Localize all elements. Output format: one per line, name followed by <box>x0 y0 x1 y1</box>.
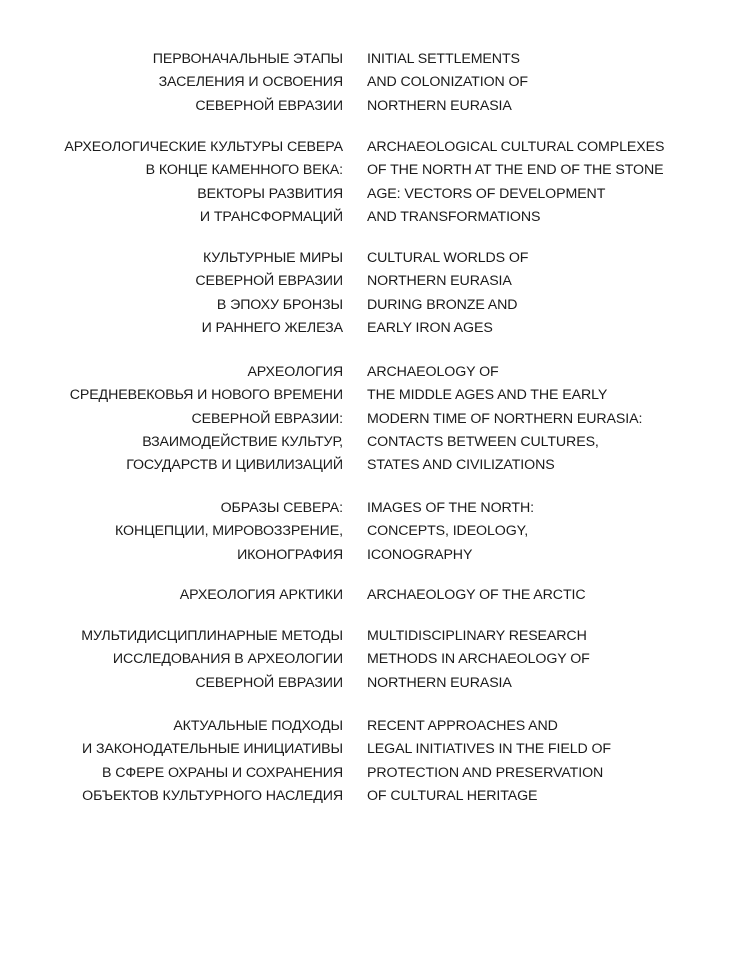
ru-line: ЗАСЕЛЕНИЯ И ОСВОЕНИЯ <box>158 74 343 91</box>
ru-line: СЕВЕРНОЙ ЕВРАЗИИ: <box>191 410 343 427</box>
en-line: LEGAL INITIATIVES IN THE FIELD OF <box>367 741 611 758</box>
en-line: CONTACTS BETWEEN CULTURES, <box>367 433 599 450</box>
ru-line: В КОНЦЕ КАМЕННОГО ВЕКА: <box>145 162 343 179</box>
section-6-title-ru <box>180 584 343 607</box>
en-line: ICONOGRAPHY <box>367 546 473 563</box>
en-line: AND COLONIZATION OF <box>367 74 528 91</box>
en-line: MODERN TIME OF NORTHERN EURASIA: <box>367 410 643 427</box>
ru-line: ВЕКТОРЫ РАЗВИТИЯ <box>197 185 343 202</box>
ru-line: АРХЕОЛОГИЯ <box>247 364 343 380</box>
en-line: OF CULTURAL HERITAGE <box>367 787 538 804</box>
ru-line: АКТУАЛЬНЫЕ ПОДХОДЫ <box>173 718 343 734</box>
en-line: AGE: VECTORS OF DEVELOPMENT <box>367 185 606 202</box>
en-line: NORTHERN EURASIA <box>367 674 512 691</box>
ru-line: И ЗАКОНОДАТЕЛЬНЫЕ ИНИЦИАТИВЫ <box>82 741 343 758</box>
en-line: EARLY IRON AGES <box>367 319 493 336</box>
en-line: NORTHERN EURASIA <box>367 97 512 114</box>
ru-line: СЕВЕРНОЙ ЕВРАЗИИ <box>195 97 343 114</box>
ru-line: КУЛЬТУРНЫЕ МИРЫ <box>202 250 343 266</box>
section-4-title-ru <box>70 361 343 477</box>
ru-line: КОНЦЕПЦИИ, МИРОВОЗЗРЕНИЕ, <box>115 523 343 540</box>
section-8-title-ru <box>82 715 343 808</box>
en-line: ARCHAEOLOGY OF THE ARCTIC <box>367 587 586 603</box>
en-line: CONCEPTS, IDEOLOGY, <box>367 523 529 540</box>
ru-line: В СФЕРЕ ОХРАНЫ И СОХРАНЕНИЯ <box>102 764 343 781</box>
ru-line: СЕВЕРНОЙ ЕВРАЗИИ <box>195 674 343 691</box>
ru-line: МУЛЬТИДИСЦИПЛИНАРНЫЕ МЕТОДЫ <box>81 628 343 644</box>
en-line: OF THE NORTH AT THE END OF THE STONE <box>367 162 664 179</box>
section-7-title-ru <box>81 625 343 695</box>
en-line: IMAGES OF THE NORTH: <box>367 500 534 516</box>
ru-line: ГОСУДАРСТВ И ЦИВИЛИЗАЦИЙ <box>126 457 343 474</box>
ru-line: В ЭПОХУ БРОНЗЫ <box>216 296 343 313</box>
en-line: INITIAL SETTLEMENTS <box>367 51 520 67</box>
ru-line: ПЕРВОНАЧАЛЬНЫЕ ЭТАПЫ <box>152 51 343 67</box>
en-line: AND TRANSFORMATIONS <box>367 208 541 225</box>
ru-line: СРЕДНЕВЕКОВЬЯ И НОВОГО ВРЕМЕНИ <box>69 387 343 404</box>
en-line: NORTHERN EURASIA <box>367 273 512 290</box>
section-6-title-en <box>367 584 586 607</box>
en-line: RECENT APPROACHES AND <box>367 718 558 734</box>
ru-line: И РАННЕГО ЖЕЛЕЗА <box>201 319 343 336</box>
section-3-title-en <box>367 247 528 340</box>
en-line: CULTURAL WORLDS OF <box>367 250 529 266</box>
ru-line: ОБЪЕКТОВ КУЛЬТУРНОГО НАСЛЕДИЯ <box>82 787 343 804</box>
en-line: STATES AND CIVILIZATIONS <box>367 457 555 474</box>
en-line: MULTIDISCIPLINARY RESEARCH <box>367 628 587 644</box>
section-1-title-en <box>367 48 528 118</box>
en-line: PROTECTION AND PRESERVATION <box>367 764 604 781</box>
section-7-title-en <box>367 625 590 695</box>
ru-line: АРХЕОЛОГИЧЕСКИЕ КУЛЬТУРЫ СЕВЕРА <box>64 139 343 155</box>
ru-line: СЕВЕРНОЙ ЕВРАЗИИ <box>195 273 343 290</box>
section-5-title-ru <box>115 497 343 567</box>
ru-line: ВЗАИМОДЕЙСТВИЕ КУЛЬТУР, <box>142 433 343 450</box>
section-5-title-en <box>367 497 534 567</box>
en-line: ARCHAEOLOGY OF <box>367 364 499 380</box>
section-4-title-en <box>367 361 642 477</box>
ru-line: ИКОНОГРАФИЯ <box>237 546 343 563</box>
ru-line: АРХЕОЛОГИЯ АРКТИКИ <box>179 587 343 603</box>
ru-line: ИССЛЕДОВАНИЯ В АРХЕОЛОГИИ <box>112 651 343 668</box>
en-line: DURING BRONZE AND <box>367 296 518 313</box>
section-1-title-ru <box>153 48 343 118</box>
section-2-title-ru <box>64 136 343 229</box>
en-line: METHODS IN ARCHAEOLOGY OF <box>367 651 590 668</box>
ru-line: ОБРАЗЫ СЕВЕРА: <box>220 500 343 516</box>
en-line: THE MIDDLE AGES AND THE EARLY <box>367 387 608 404</box>
ru-line: И ТРАНСФОРМАЦИЙ <box>199 208 343 225</box>
section-2-title-en <box>367 136 664 229</box>
en-line: ARCHAEOLOGICAL CULTURAL COMPLEXES <box>367 139 665 155</box>
section-8-title-en <box>367 715 611 808</box>
section-3-title-ru <box>195 247 343 340</box>
